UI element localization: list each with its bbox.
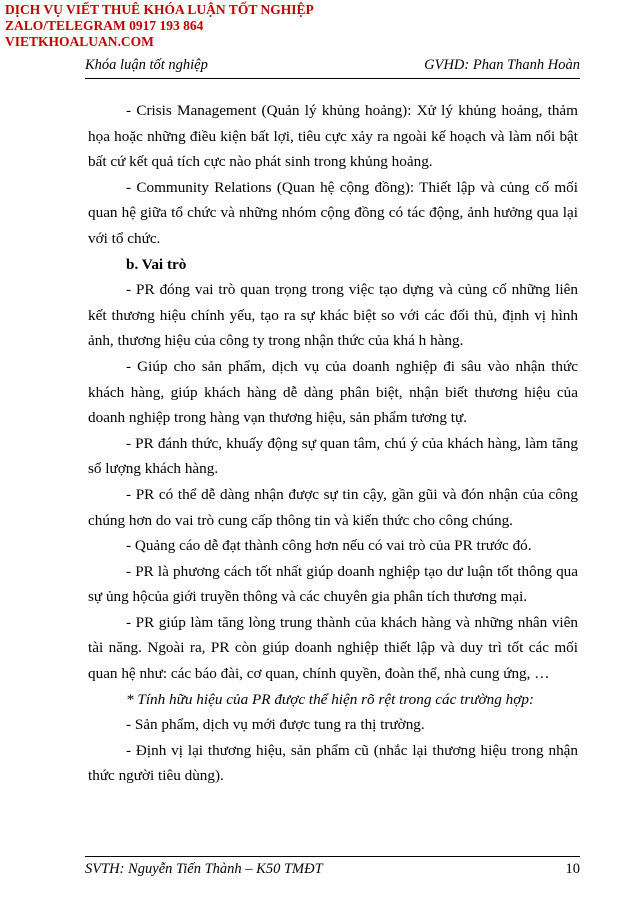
paragraph: - Giúp cho sản phẩm, dịch vụ của doanh nghiệp đi sâu vào nhận thức khách hàng, giúp khách hàng dễ dàng phân biệt, nhận biết thương hiệu của doanh nghiệp trong hàng vạn thương hiệu, sản phẩm tương tự.	[88, 357, 578, 427]
header-supervisor: GVHD: Phan Thanh Hoàn	[424, 57, 580, 73]
watermark-line: DỊCH VỤ VIẾT THUÊ KHÓA LUẬN TỐT NGHIỆP	[5, 2, 314, 17]
page-number: 10	[565, 861, 580, 877]
paragraph: - PR là phương cách tốt nhất giúp doanh nghiệp tạo dư luận tốt thông qua sự ủng hộcủa giới truyền thông và các chuyên gia phân tích thương mại.	[88, 562, 578, 606]
page-header	[85, 57, 580, 79]
paragraph-italic: * Tính hữu hiệu của PR được thể hiện rõ rệt trong các trường hợp:	[126, 690, 534, 708]
paragraph: - Crisis Management (Quản lý khủng hoảng): Xử lý khủng hoảng, thảm họa hoặc những điều kiện bất lợi, tiêu cực xảy ra ngoài kế hoạch và làm nổi bật bất cứ kết quả tích cực nào phát sinh trong khủng hoảng.	[88, 102, 578, 171]
watermark-line: ZALO/TELEGRAM 0917 193 864	[5, 18, 204, 33]
paragraph: - Community Relations (Quan hệ cộng đồng): Thiết lập và củng cố mối quan hệ giữa tổ chức và những nhóm cộng đồng có tác động, ảnh hưởng qua lại với tổ chức.	[88, 178, 578, 247]
section-heading: b. Vai trò	[126, 255, 187, 273]
paragraph: - Định vị lại thương hiệu, sản phẩm cũ (nhắc lại thương hiệu trong nhận thức người tiêu dùng).	[88, 741, 578, 785]
footer-author: SVTH: Nguyễn Tiến Thành – K50 TMĐT	[85, 861, 323, 877]
page-body	[88, 98, 578, 789]
paragraph: - PR giúp làm tăng lòng trung thành của khách hàng và những nhân viên tài năng. Ngoài ra, PR còn giúp doanh nghiệp thiết lập và duy trì tốt các mối quan hệ như: các báo đài, cơ quan, chính quyền, đoàn thể, nhà cung ứng, …	[88, 613, 578, 683]
header-title: Khóa luận tốt nghiệp	[85, 57, 208, 73]
paragraph: - Quảng cáo dễ đạt thành công hơn nếu có vai trò của PR trước đó.	[126, 537, 532, 555]
paragraph: - Sản phẩm, dịch vụ mới được tung ra thị trường.	[126, 716, 425, 734]
paragraph: - PR đóng vai trò quan trọng trong việc tạo dựng và củng cố những liên kết thương hiệu chính yếu, tạo ra sự khác biệt so với các đối thủ, định vị hình ảnh, thương hiệu của công ty trong nhận thức của khá h hàng.	[88, 281, 578, 350]
paragraph: - PR có thể dễ dàng nhận được sự tin cậy, gần gũi và đón nhận của công chúng hơn do vai trò cung cấp thông tin và kiến thức cho công chúng.	[88, 485, 578, 529]
page-footer	[85, 856, 580, 878]
paragraph: - PR đánh thức, khuấy động sự quan tâm, chú ý của khách hàng, làm tăng số lượng khách hàng.	[88, 434, 578, 478]
watermark-line: VIETKHOALUAN.COM	[5, 34, 154, 49]
watermark	[5, 2, 314, 50]
